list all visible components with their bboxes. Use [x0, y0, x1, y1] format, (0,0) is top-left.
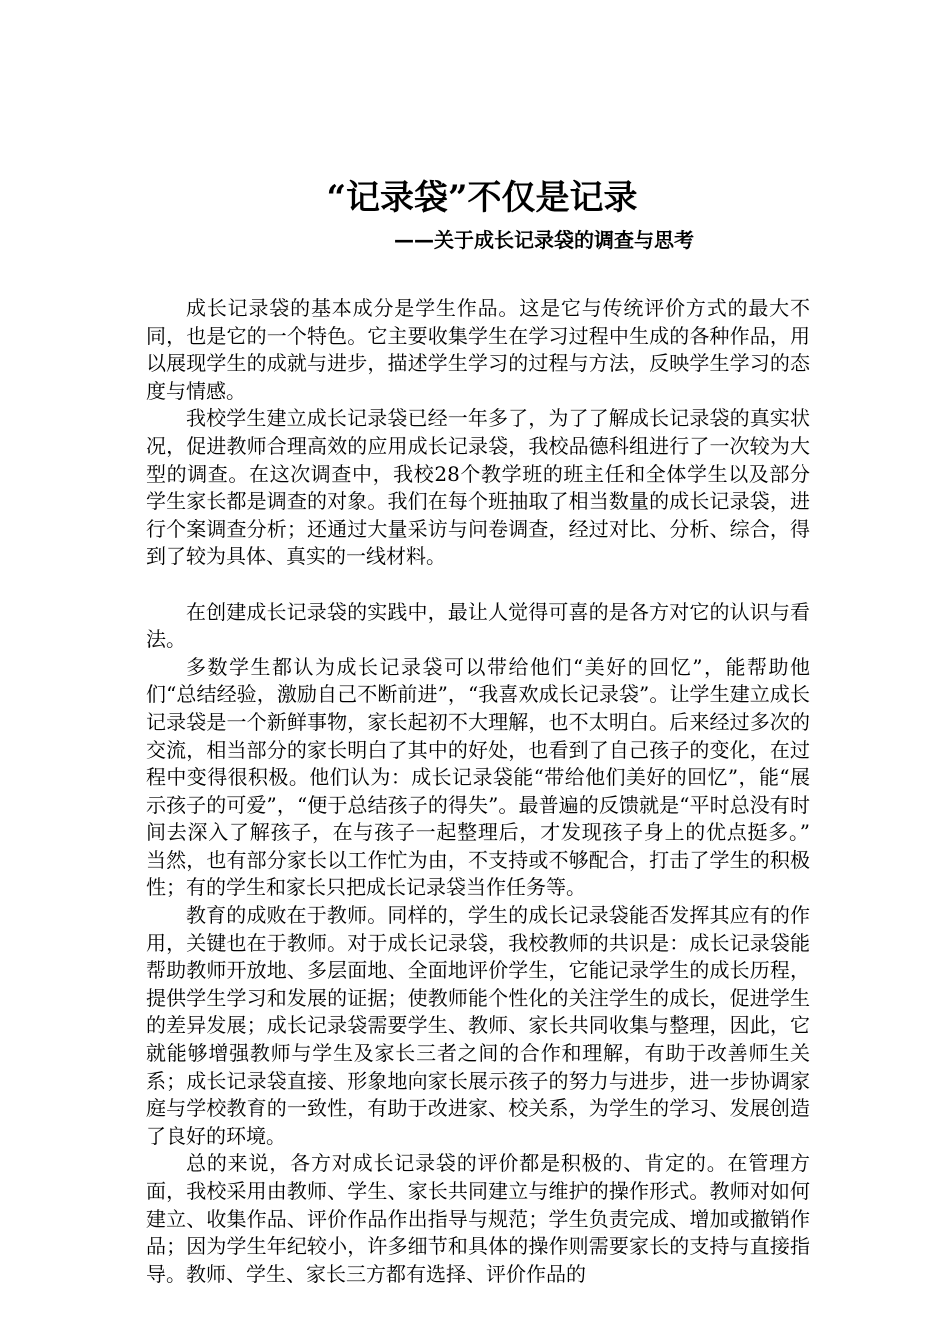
paragraph-3: 在创建成长记录袋的实践中，最让人觉得可喜的是各方对它的认识与看法。: [146, 599, 810, 652]
document-subtitle: ——关于成长记录袋的调查与思考: [394, 228, 694, 252]
paragraph-5: 教育的成败在于教师。同样的，学生的成长记录袋能否发挥其应有的作用，关键也在于教师。对于成长记录袋，我校教师的共识是：成长记录袋能帮助教师开放地、多层面地、全面地评价学生，它能记录学生的成长历程，提供学生学习和发展的证据；使教师能个性化的关注学生的成长，促进学生的差异发展；成长记录袋需要学生、教师、家长共同收集与整理，因此，它就能够增强教师与学生及家长三者之间的合作和理解，有助于改善师生关系；成长记录袋直接、形象地向家长展示孩子的努力与进步，进一步协调家庭与学校教育的一致性，有助于改进家、校关系，为学生的学习、发展创造了良好的环境。: [146, 903, 810, 1148]
paragraph-4: 多数学生都认为成长记录袋可以带给他们“美好的回忆”，能帮助他们“总结经验，激励自己不断前进”，“我喜欢成长记录袋”。让学生建立成长记录袋是一个新鲜事物，家长起初不大理解，也不太明白。后来经过多次的交流，相当部分的家长明白了其中的好处，也看到了自己孩子的变化，在过程中变得很积极。他们认为：成长记录袋能“带给他们美好的回忆”，能“展示孩子的可爱”，“便于总结孩子的得失”。最普遍的反馈就是“平时总没有时间去深入了解孩子，在与孩子一起整理后，才发现孩子身上的优点挺多。” 当然，也有部分家长以工作忙为由，不支持或不够配合，打击了学生的积极性；有的学生和家长只把成长记录袋当作任务等。: [146, 654, 810, 900]
paragraph-2: 我校学生建立成长记录袋已经一年多了，为了了解成长记录袋的真实状况，促进教师合理高效的应用成长记录袋，我校品德科组进行了一次较为大型的调查。在这次调查中，我校28个教学班的班主任和全体学生以及部分学生家长都是调查的对象。我们在每个班抽取了相当数量的成长记录袋，进行个案调查分析；还通过大量采访与问卷调查，经过对比、分析、综合，得到了较为具体、真实的一线材料。: [146, 406, 810, 569]
document-title: “记录袋”不仅是记录: [326, 178, 638, 218]
paragraph-gap: [146, 571, 810, 599]
document-body: [146, 295, 810, 1288]
paragraph-6: 总的来说，各方对成长记录袋的评价都是积极的、肯定的。在管理方面，我校采用由教师、学生、家长共同建立与维护的操作形式。教师对如何建立、收集作品、评价作品作出指导与规范；学生负责完成、增加或撤销作品；因为学生年纪较小，许多细节和具体的操作则需要家长的支持与直接指导。教师、学生、家长三方都有选择、评价作品的: [146, 1151, 810, 1286]
paragraph-1: 成长记录袋的基本成分是学生作品。这是它与传统评价方式的最大不同，也是它的一个特色。它主要收集学生在学习过程中生成的各种作品，用以展现学生的成就与进步，描述学生学习的过程与方法，反映学生学习的态度与情感。: [146, 296, 810, 403]
